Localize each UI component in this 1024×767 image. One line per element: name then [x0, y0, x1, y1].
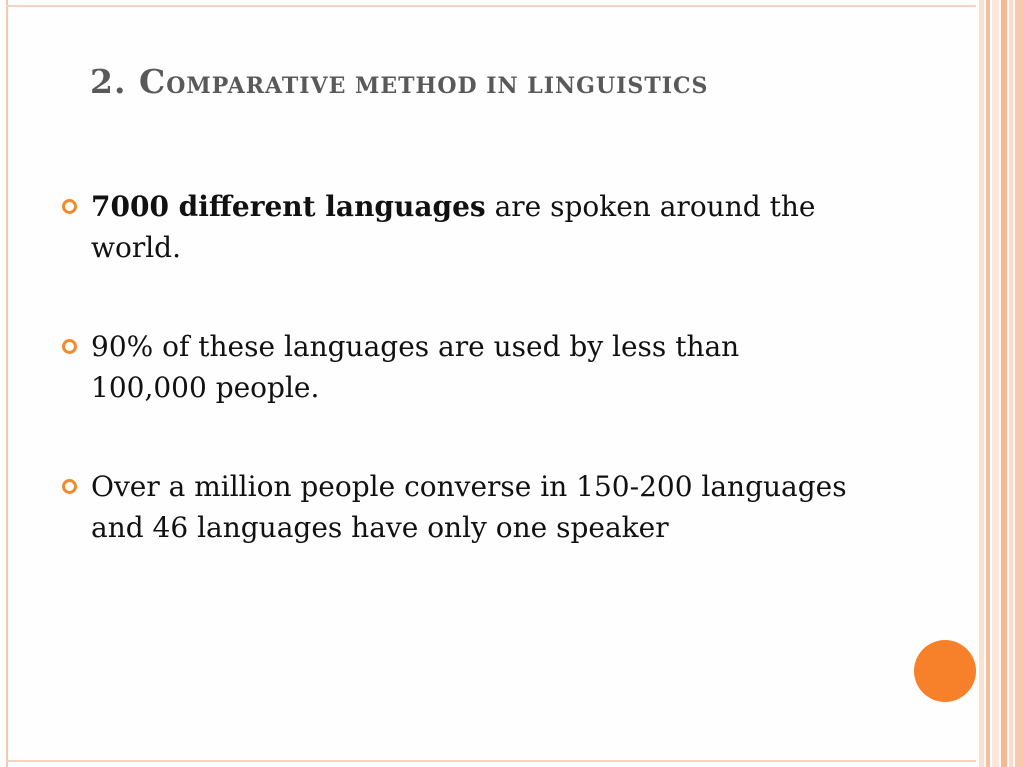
slide-title	[90, 62, 708, 101]
decorative-stripe	[979, 0, 984, 767]
bullet-item	[62, 326, 852, 408]
slide-left-border	[6, 0, 8, 767]
bullet-item	[62, 186, 852, 268]
slide-top-border	[6, 5, 976, 7]
bullet-list	[62, 186, 852, 606]
bullet-text: are spoken around the world.	[91, 190, 816, 264]
slide-bottom-border	[6, 760, 976, 762]
bullet-text: Over a million people converse in 150-200 languages and 46 languages have only one speaker	[91, 470, 847, 544]
bullet-ring-icon	[62, 199, 77, 214]
orange-circle-decoration	[914, 640, 976, 702]
decorative-stripe	[1001, 0, 1007, 767]
bullet-text: 90% of these languages are used by less than 100,000 people.	[91, 330, 740, 404]
bullet-ring-icon	[62, 339, 77, 354]
decorative-stripe	[986, 0, 990, 767]
decorative-stripe	[1009, 0, 1013, 767]
decorative-stripe	[1015, 0, 1024, 767]
slide-title-lead: 2. C	[90, 62, 167, 101]
decorative-stripe	[992, 0, 999, 767]
bullet-item	[62, 466, 852, 548]
bullet-ring-icon	[62, 479, 77, 494]
slide-title-rest: OMPARATIVE METHOD IN LINGUISTICS	[166, 73, 709, 99]
bullet-bold-text: 7000 different languages	[91, 190, 486, 223]
